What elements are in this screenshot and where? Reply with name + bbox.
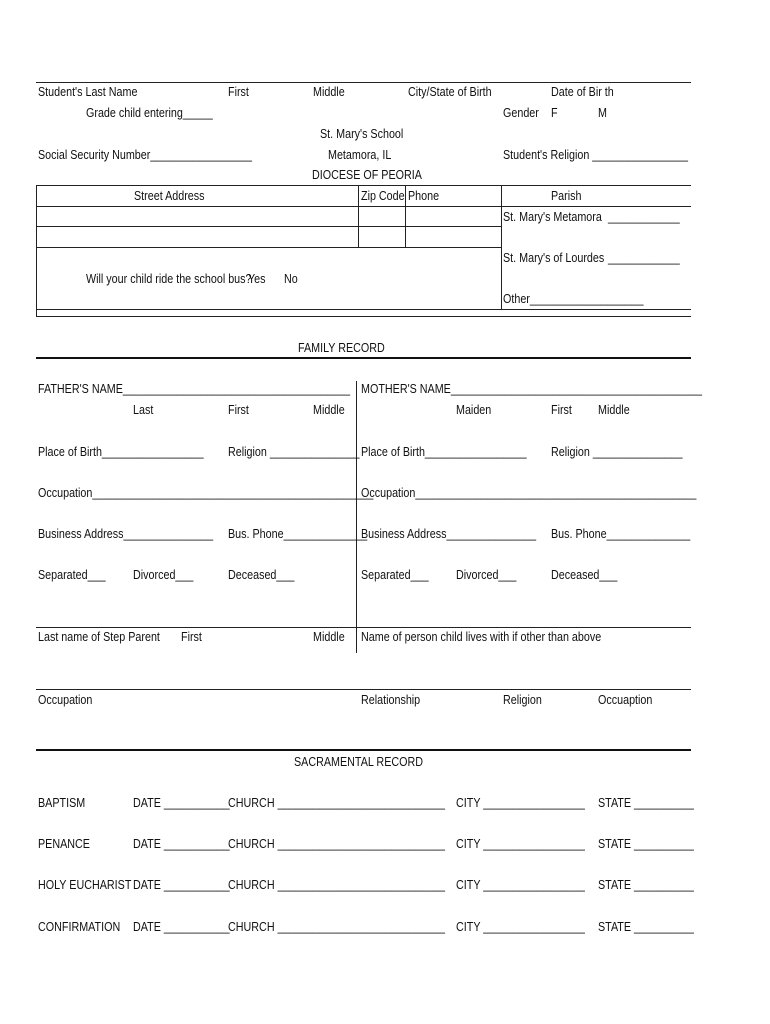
father-name-field[interactable]: FATHER'S NAME______________________________________ bbox=[38, 382, 351, 396]
penance-city-field[interactable]: CITY _________________ bbox=[456, 837, 585, 851]
father-last-label: Last bbox=[133, 403, 154, 417]
gender-m-option[interactable]: M bbox=[598, 106, 607, 120]
bus-no-option[interactable]: No bbox=[284, 272, 298, 286]
middle-name-label: Middle bbox=[313, 85, 345, 99]
parish-blank-1[interactable]: ____________ bbox=[608, 210, 680, 224]
father-religion-field[interactable]: Religion _______________ bbox=[228, 445, 360, 459]
confirmation-label: CONFIRMATION bbox=[38, 920, 121, 934]
father-birthplace-field[interactable]: Place of Birth_________________ bbox=[38, 445, 204, 459]
bus-yes-option[interactable]: Yes bbox=[248, 272, 266, 286]
step-parent-middle-label: Middle bbox=[313, 630, 345, 644]
confirmation-city-field[interactable]: CITY _________________ bbox=[456, 920, 585, 934]
mother-separated-field[interactable]: Separated___ bbox=[361, 568, 429, 582]
step-parent-first-label: First bbox=[181, 630, 202, 644]
street-address-header: Street Address bbox=[134, 189, 205, 203]
mother-bus-address-field[interactable]: Business Address_______________ bbox=[361, 527, 537, 541]
mother-name-field[interactable]: MOTHER'S NAME__________________________________________ bbox=[361, 382, 702, 396]
eucharist-label: HOLY EUCHARIST bbox=[38, 878, 132, 892]
confirmation-date-field[interactable]: DATE ___________ bbox=[133, 920, 230, 934]
mother-religion-field[interactable]: Religion _______________ bbox=[551, 445, 683, 459]
father-bus-address-field[interactable]: Business Address_______________ bbox=[38, 527, 214, 541]
parish-other-field[interactable]: Other___________________ bbox=[503, 292, 644, 306]
lives-with-label: Name of person child lives with if other than above bbox=[361, 630, 602, 644]
baptism-label: BAPTISM bbox=[38, 796, 86, 810]
baptism-city-field[interactable]: CITY _________________ bbox=[456, 796, 585, 810]
father-first-label: First bbox=[228, 403, 249, 417]
mother-occupation-field[interactable]: Occupation_______________________________________________ bbox=[361, 486, 697, 500]
parish-column-line bbox=[501, 185, 502, 309]
school-city: Metamora, IL bbox=[328, 148, 392, 162]
father-occupation-field[interactable]: Occupation_______________________________________________ bbox=[38, 486, 374, 500]
penance-church-field[interactable]: CHURCH ____________________________ bbox=[228, 837, 445, 851]
parish-blank-2[interactable]: ____________ bbox=[608, 251, 680, 265]
address-row-line-1 bbox=[36, 206, 691, 207]
ssn-field[interactable]: Social Security Number_________________ bbox=[38, 148, 252, 162]
zip-column-line bbox=[358, 185, 359, 247]
step-parent-last-label: Last name of Step Parent bbox=[38, 630, 160, 644]
eucharist-date-field[interactable]: DATE ___________ bbox=[133, 878, 230, 892]
guardian-occupation-label: Occuaption bbox=[598, 693, 653, 707]
father-middle-label: Middle bbox=[313, 403, 345, 417]
penance-label: PENANCE bbox=[38, 837, 90, 851]
mother-bus-phone-field[interactable]: Bus. Phone______________ bbox=[551, 527, 691, 541]
parish-option-metamora[interactable]: St. Mary's Metamora bbox=[503, 210, 602, 224]
eucharist-church-field[interactable]: CHURCH ____________________________ bbox=[228, 878, 445, 892]
step-parent-divider bbox=[356, 627, 357, 653]
gender-f-option[interactable]: F bbox=[551, 106, 558, 120]
mother-deceased-field[interactable]: Deceased___ bbox=[551, 568, 618, 582]
relationship-label: Relationship bbox=[361, 693, 421, 707]
father-deceased-field[interactable]: Deceased___ bbox=[228, 568, 295, 582]
sacramental-rule bbox=[36, 749, 691, 751]
parish-header: Parish bbox=[551, 189, 582, 203]
step-parent-rule bbox=[36, 627, 691, 628]
baptism-church-field[interactable]: CHURCH ____________________________ bbox=[228, 796, 445, 810]
father-separated-field[interactable]: Separated___ bbox=[38, 568, 106, 582]
gender-label: Gender bbox=[503, 106, 539, 120]
mother-birthplace-field[interactable]: Place of Birth_________________ bbox=[361, 445, 527, 459]
first-name-label: First bbox=[228, 85, 249, 99]
religion-field[interactable]: Student's Religion ________________ bbox=[503, 148, 688, 162]
baptism-date-field[interactable]: DATE ___________ bbox=[133, 796, 230, 810]
address-table-top bbox=[36, 185, 691, 186]
birth-date-label: Date of Bir th bbox=[551, 85, 614, 99]
guardian-religion-label: Religion bbox=[503, 693, 542, 707]
zip-code-header: Zip Code bbox=[361, 189, 405, 203]
father-divorced-field[interactable]: Divorced___ bbox=[133, 568, 194, 582]
baptism-state-field[interactable]: STATE __________ bbox=[598, 796, 694, 810]
bus-question: Will your child ride the school bus? bbox=[86, 272, 252, 286]
sacramental-record-title: SACRAMENTAL RECORD bbox=[294, 755, 424, 769]
address-row-line-3 bbox=[36, 247, 501, 248]
last-name-label: Student's Last Name bbox=[38, 85, 138, 99]
diocese-title: DIOCESE OF PEORIA bbox=[312, 168, 422, 182]
father-bus-phone-field[interactable]: Bus. Phone______________ bbox=[228, 527, 368, 541]
occupation-rule bbox=[36, 689, 691, 690]
address-table-bottom-2 bbox=[36, 316, 691, 317]
top-rule bbox=[36, 82, 691, 83]
birth-city-label: City/State of Birth bbox=[408, 85, 492, 99]
table-left-border bbox=[36, 185, 37, 316]
family-record-title: FAMILY RECORD bbox=[298, 341, 385, 355]
confirmation-church-field[interactable]: CHURCH ____________________________ bbox=[228, 920, 445, 934]
family-divider bbox=[356, 381, 357, 627]
mother-maiden-label: Maiden bbox=[456, 403, 492, 417]
phone-header: Phone bbox=[408, 189, 440, 203]
eucharist-city-field[interactable]: CITY _________________ bbox=[456, 878, 585, 892]
parish-option-lourdes[interactable]: St. Mary's of Lourdes bbox=[503, 251, 605, 265]
address-table-bottom bbox=[36, 309, 691, 310]
mother-divorced-field[interactable]: Divorced___ bbox=[456, 568, 517, 582]
family-record-rule bbox=[36, 357, 691, 359]
school-name: St. Mary's School bbox=[320, 127, 404, 141]
mother-first-label: First bbox=[551, 403, 572, 417]
penance-state-field[interactable]: STATE __________ bbox=[598, 837, 694, 851]
phone-column-line bbox=[405, 185, 406, 247]
step-parent-occupation-label: Occupation bbox=[38, 693, 93, 707]
address-row-line-2 bbox=[36, 226, 501, 227]
penance-date-field[interactable]: DATE ___________ bbox=[133, 837, 230, 851]
grade-field[interactable]: Grade child entering_____ bbox=[86, 106, 213, 120]
eucharist-state-field[interactable]: STATE __________ bbox=[598, 878, 694, 892]
mother-middle-label: Middle bbox=[598, 403, 630, 417]
confirmation-state-field[interactable]: STATE __________ bbox=[598, 920, 694, 934]
